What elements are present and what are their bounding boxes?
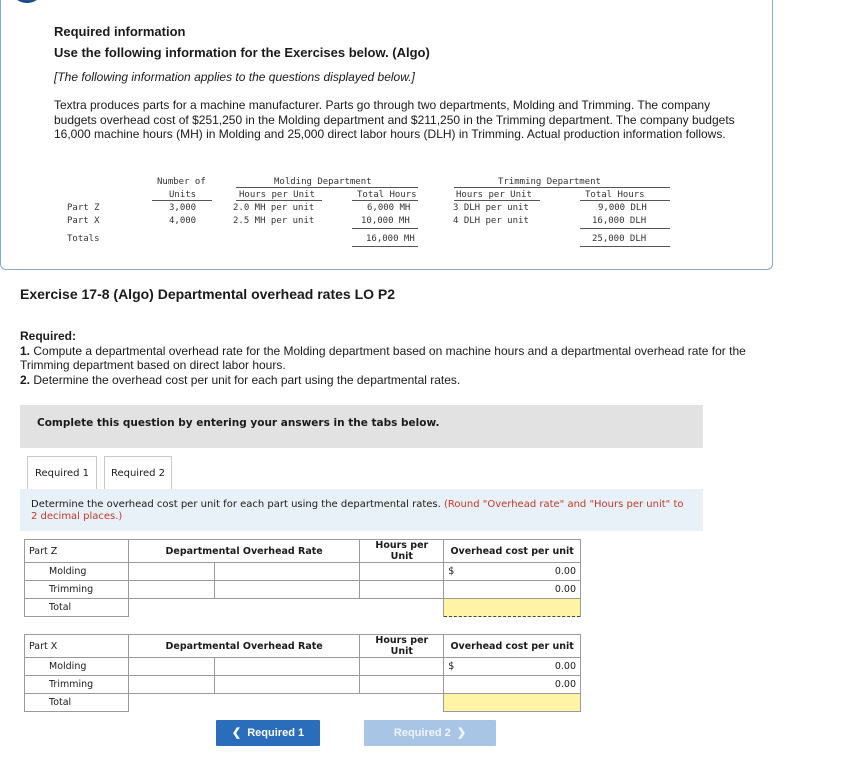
rate-input[interactable]: [128, 676, 214, 694]
prev-required-1-button[interactable]: [216, 720, 320, 746]
trim-hpu-header: Hours per Unit: [456, 190, 532, 200]
totals-label: Totals: [67, 234, 100, 244]
req1-text: Compute a departmental overhead rate for the Molding department based on machine hours and a departmental overhead rate for the Trimming department based on direct labor hours.: [20, 343, 746, 372]
instruction-note: (Round "Overhead rate" and "Hours per unit" to 2 decimal places.): [31, 499, 684, 522]
row-trim-hpu: 4 DLH per unit: [453, 216, 529, 226]
hours-input[interactable]: [360, 563, 444, 581]
mold-total-rule: [352, 200, 418, 201]
molding-dept-header: Molding Department: [274, 177, 372, 187]
mold-sum-rule: [352, 228, 418, 229]
cost-value: 0.00: [554, 679, 576, 690]
row-label: Total: [25, 599, 129, 617]
cost-header: Overhead cost per unit: [444, 540, 581, 563]
row-trim-total: 16,000 DLH: [592, 216, 647, 226]
complete-banner: [20, 405, 703, 448]
info-heading: Use the following information for the Exercises below. (Algo): [54, 45, 430, 60]
hours-header: Hours per Unit: [360, 635, 444, 658]
cost-cell: [444, 563, 581, 581]
tab-required-2[interactable]: Required 2: [104, 456, 172, 490]
rate-basis-input[interactable]: [214, 563, 360, 581]
cost-value: 0.00: [554, 584, 576, 595]
complete-text: Complete this question by entering your answers in the tabs below.: [37, 417, 440, 429]
rate-basis-input[interactable]: [214, 581, 360, 599]
cost-cell: [444, 658, 581, 676]
row-label: Trimming: [25, 581, 129, 599]
row-trim-total: 9,000 DLH: [598, 203, 647, 213]
col-units-header-1: Number of: [157, 177, 206, 187]
row-mold-total: 10,000 MH: [361, 216, 410, 226]
next-required-2-button[interactable]: [364, 720, 496, 746]
row-label: Part X: [67, 216, 100, 226]
mold-hpu-rule: [236, 200, 322, 201]
info-paragraph: Textra produces parts for a machine manufacturer. Parts go through two departments, Molding and Trimming. The company budgets overhead cost of $251,250 in the Molding department and $211,250 in the Trimming department. The company budgets 16,000 machine hours (MH) in Molding and 25,000 direct labor hours (DLH) in Trimming. Actual production information follows.: [54, 98, 735, 141]
rate-input[interactable]: [128, 563, 214, 581]
req1-number: 1.: [20, 343, 31, 358]
row-label: Trimming: [25, 676, 129, 694]
required-label: Required:: [20, 329, 77, 343]
exercise-title: Exercise 17-8 (Algo) Departmental overhead rates LO P2: [20, 286, 396, 302]
cost-cell: [444, 676, 581, 694]
instruction-box: [20, 489, 703, 531]
mold-total-double-rule: [352, 246, 418, 247]
col-units-header-2: Units: [169, 190, 197, 200]
row-mold-hpu: 2.5 MH per unit: [233, 216, 315, 226]
row-mold-total: 6,000 MH: [367, 203, 411, 213]
part-label: Part X: [25, 635, 129, 658]
hours-header: Hours per Unit: [360, 540, 444, 563]
molding-header-rule: [236, 187, 418, 188]
units-rule: [152, 200, 212, 201]
dollar-sign: $: [448, 566, 455, 577]
required-block: [20, 329, 790, 387]
chevron-right-icon: ❯: [456, 727, 467, 739]
req2-text: Determine the overhead cost per unit for each part using the departmental rates.: [30, 372, 461, 387]
total-cost-input[interactable]: [444, 599, 581, 617]
rate-header: Departmental Overhead Rate: [128, 635, 359, 658]
chevron-left-icon: ❮: [231, 727, 242, 739]
mold-total-header: Total Hours: [357, 190, 417, 200]
rate-input[interactable]: [128, 581, 214, 599]
row-label: Molding: [25, 658, 129, 676]
answer-grid-part-x: [24, 634, 581, 712]
trimming-header-rule: [454, 187, 670, 188]
info-badge: [12, 0, 42, 3]
cost-value: 0.00: [554, 661, 576, 672]
trim-total-rule: [580, 200, 670, 201]
row-label: Part Z: [67, 203, 100, 213]
info-title: Required information: [54, 24, 186, 39]
row-units: 3,000: [169, 203, 197, 213]
prev-button-label: Required 1: [247, 727, 305, 739]
trim-hpu-rule: [454, 200, 540, 201]
hours-input[interactable]: [360, 676, 444, 694]
trim-sum-rule: [580, 228, 670, 229]
cost-header: Overhead cost per unit: [444, 635, 581, 658]
rate-header: Departmental Overhead Rate: [128, 540, 359, 563]
instruction-text: Determine the overhead cost per unit for each part using the departmental rates.: [31, 499, 441, 510]
row-trim-hpu: 3 DLH per unit: [453, 203, 529, 213]
dollar-sign: $: [448, 661, 455, 672]
rate-basis-input[interactable]: [214, 658, 360, 676]
cost-value: 0.00: [554, 566, 576, 577]
rate-input[interactable]: [128, 658, 214, 676]
trim-total-double-rule: [580, 246, 670, 247]
next-button-label: Required 2: [393, 727, 451, 739]
answer-grid-part-z: [24, 539, 581, 617]
rate-basis-input[interactable]: [214, 676, 360, 694]
hours-input[interactable]: [360, 658, 444, 676]
req2-number: 2.: [20, 372, 31, 387]
totals-mold: 16,000 MH: [366, 234, 415, 244]
mold-hpu-header: Hours per Unit: [239, 190, 315, 200]
row-mold-hpu: 2.0 MH per unit: [233, 203, 315, 213]
totals-trim: 25,000 DLH: [592, 234, 647, 244]
trim-total-header: Total Hours: [585, 190, 645, 200]
cost-cell: [444, 581, 581, 599]
info-italic-note: [The following information applies to the questions displayed below.]: [54, 70, 415, 84]
row-label: Total: [25, 694, 129, 712]
trimming-dept-header: Trimming Department: [498, 177, 601, 187]
tab-required-1[interactable]: Required 1: [27, 456, 97, 490]
part-label: Part Z: [25, 540, 129, 563]
row-label: Molding: [25, 563, 129, 581]
total-cost-input[interactable]: [444, 694, 581, 712]
row-units: 4,000: [169, 216, 197, 226]
hours-input[interactable]: [360, 581, 444, 599]
